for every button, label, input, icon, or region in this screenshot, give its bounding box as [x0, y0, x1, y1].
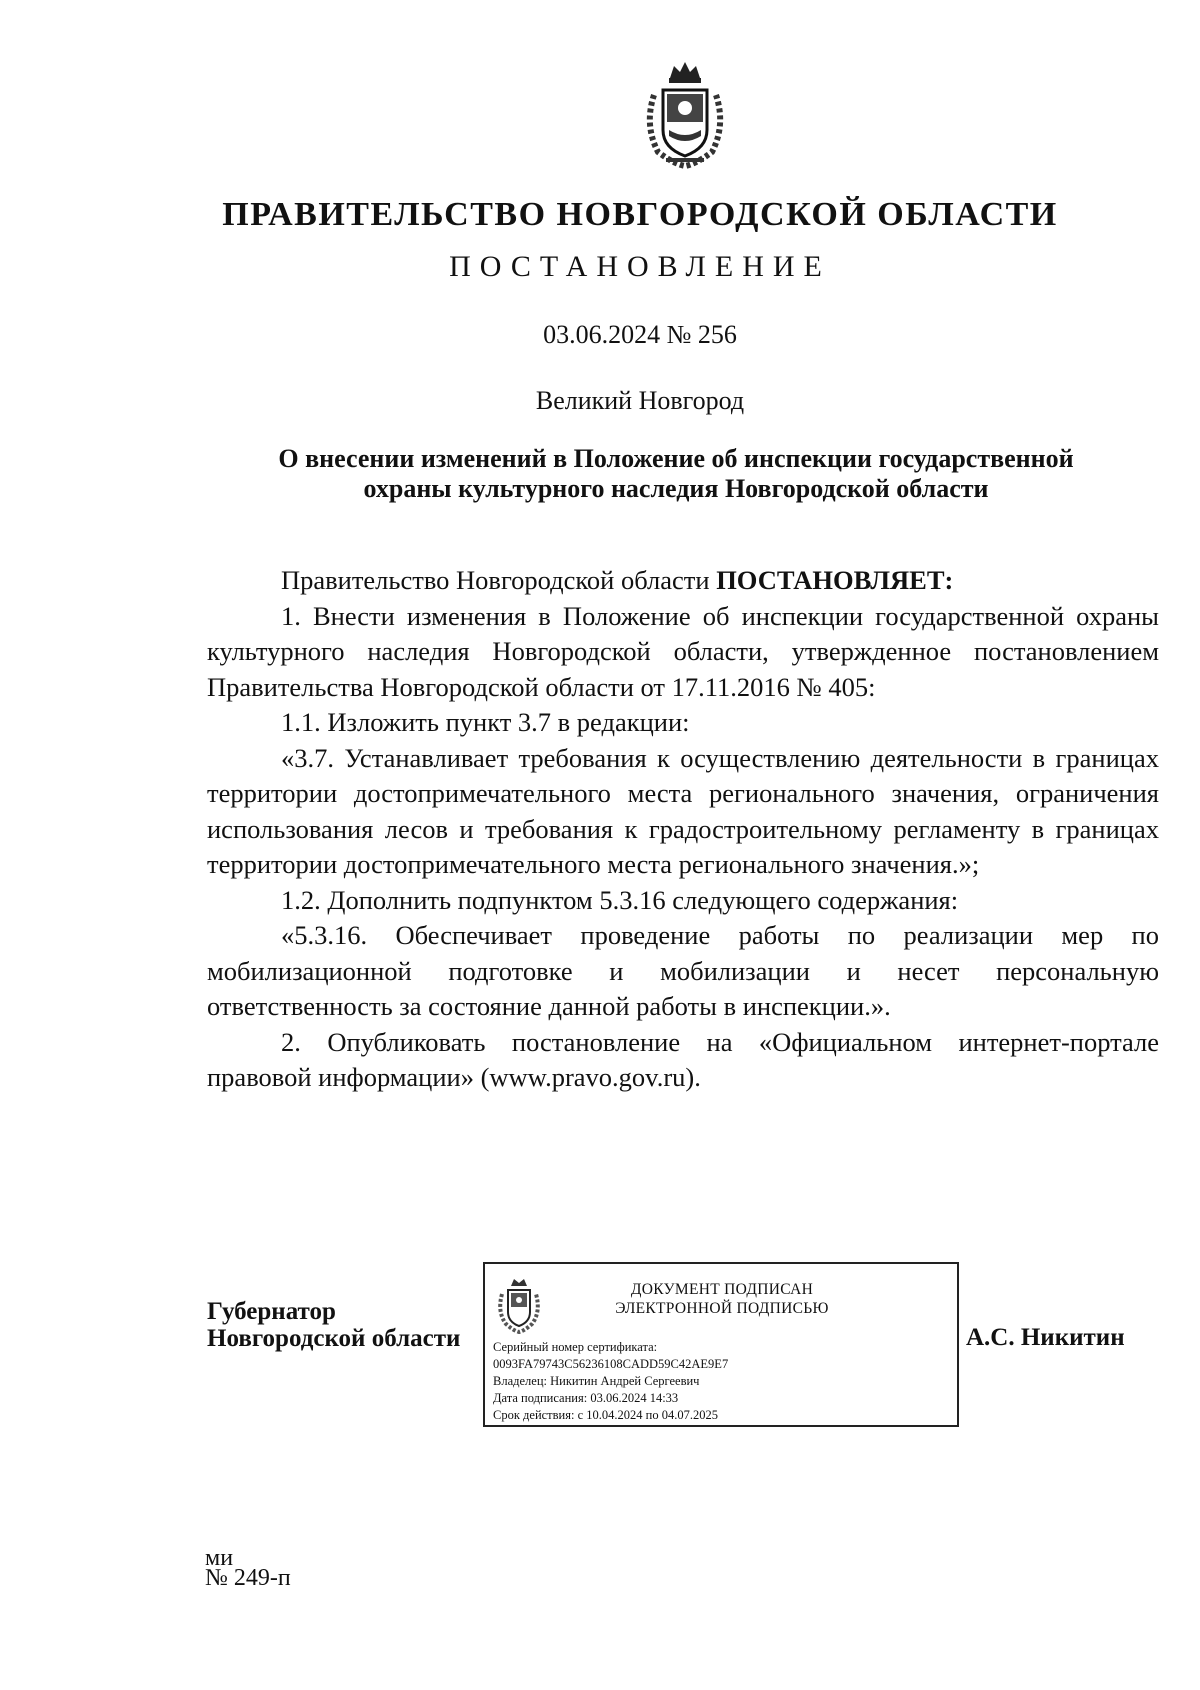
document-type: ПОСТАНОВЛЕНИЕ [449, 250, 831, 283]
paragraph-1: 1. Внести изменения в Положение об инспекции государственной охраны культурного наследия Новгородской области, утвержденное постановлением Правительства Новгородской области от 17.11.2016 № 405: [207, 600, 1159, 702]
stamp-header-line-2: ЭЛЕКТРОННОЙ ПОДПИСЬЮ [615, 1300, 829, 1317]
stamp-header [557, 1280, 887, 1318]
document-body [207, 563, 1159, 1096]
stamp-emblem-icon [494, 1276, 544, 1334]
document-subject [226, 444, 1126, 504]
stamp-owner: Владелец: Никитин Андрей Сергеевич [493, 1374, 700, 1388]
paragraph-5-3-16: «5.3.16. Обеспечивает проведение работы по реализации мер по мобилизационной подготовке и мобилизации и несет персональную ответственность за состояние данной работы в инспекции.». [207, 920, 1159, 1021]
electronic-signature-stamp [483, 1262, 959, 1427]
footer-initials: ми [205, 1545, 234, 1571]
document-city: Великий Новгород [535, 386, 745, 415]
signer-name: А.С. Никитин [966, 1324, 1125, 1351]
paragraph-1-1: 1.1. Изложить пункт 3.7 в редакции: [281, 707, 690, 737]
stamp-serial-number: 0093FA79743C56236108CADD59C42AE9E7 [493, 1357, 729, 1371]
stamp-header-line-1: ДОКУМЕНТ ПОДПИСАН [630, 1281, 814, 1298]
paragraph-2: 2. Опубликовать постановление на «Официальном интернет-портале правовой информации» (www.pravo.gov.ru). [207, 1026, 1159, 1092]
signer-title-line-1: Губернатор [207, 1298, 336, 1325]
paragraph-3-7: «3.7. Устанавливает требования к осуществлению деятельности в границах территории достопримечательного места регионального значения, ограничения использования лесов и требования к градостроительному регламенту в границах территории достопримечательного места регионального значения.»; [207, 742, 1159, 879]
footer-registration [205, 1545, 291, 1591]
signer-title [207, 1298, 460, 1352]
signer-title-line-2: Новгородской области [207, 1325, 461, 1352]
footer-reg-number: № 249-п [205, 1565, 291, 1591]
preamble-verb: ПОСТАНОВЛЯЕТ: [716, 565, 954, 595]
novgorod-coat-of-arms-icon [636, 60, 734, 170]
subject-line-1: О внесении изменений в Положение об инспекции государственной [278, 444, 1074, 473]
stamp-signed-date: Дата подписания: 03.06.2024 14:33 [493, 1391, 679, 1405]
government-title: ПРАВИТЕЛЬСТВО НОВГОРОДСКОЙ ОБЛАСТИ [222, 196, 1058, 233]
paragraph-1-2: 1.2. Дополнить подпунктом 5.3.16 следующего содержания: [281, 884, 959, 915]
subject-line-2: охраны культурного наследия Новгородской области [363, 474, 989, 503]
document-date-number: 03.06.2024 № 256 [543, 320, 737, 349]
stamp-validity: Срок действия: с 10.04.2024 по 04.07.2025 [493, 1408, 718, 1422]
stamp-serial-label: Серийный номер сертификата: [493, 1340, 658, 1354]
preamble [207, 563, 1159, 599]
preamble-text: Правительство Новгородской области [281, 565, 717, 595]
